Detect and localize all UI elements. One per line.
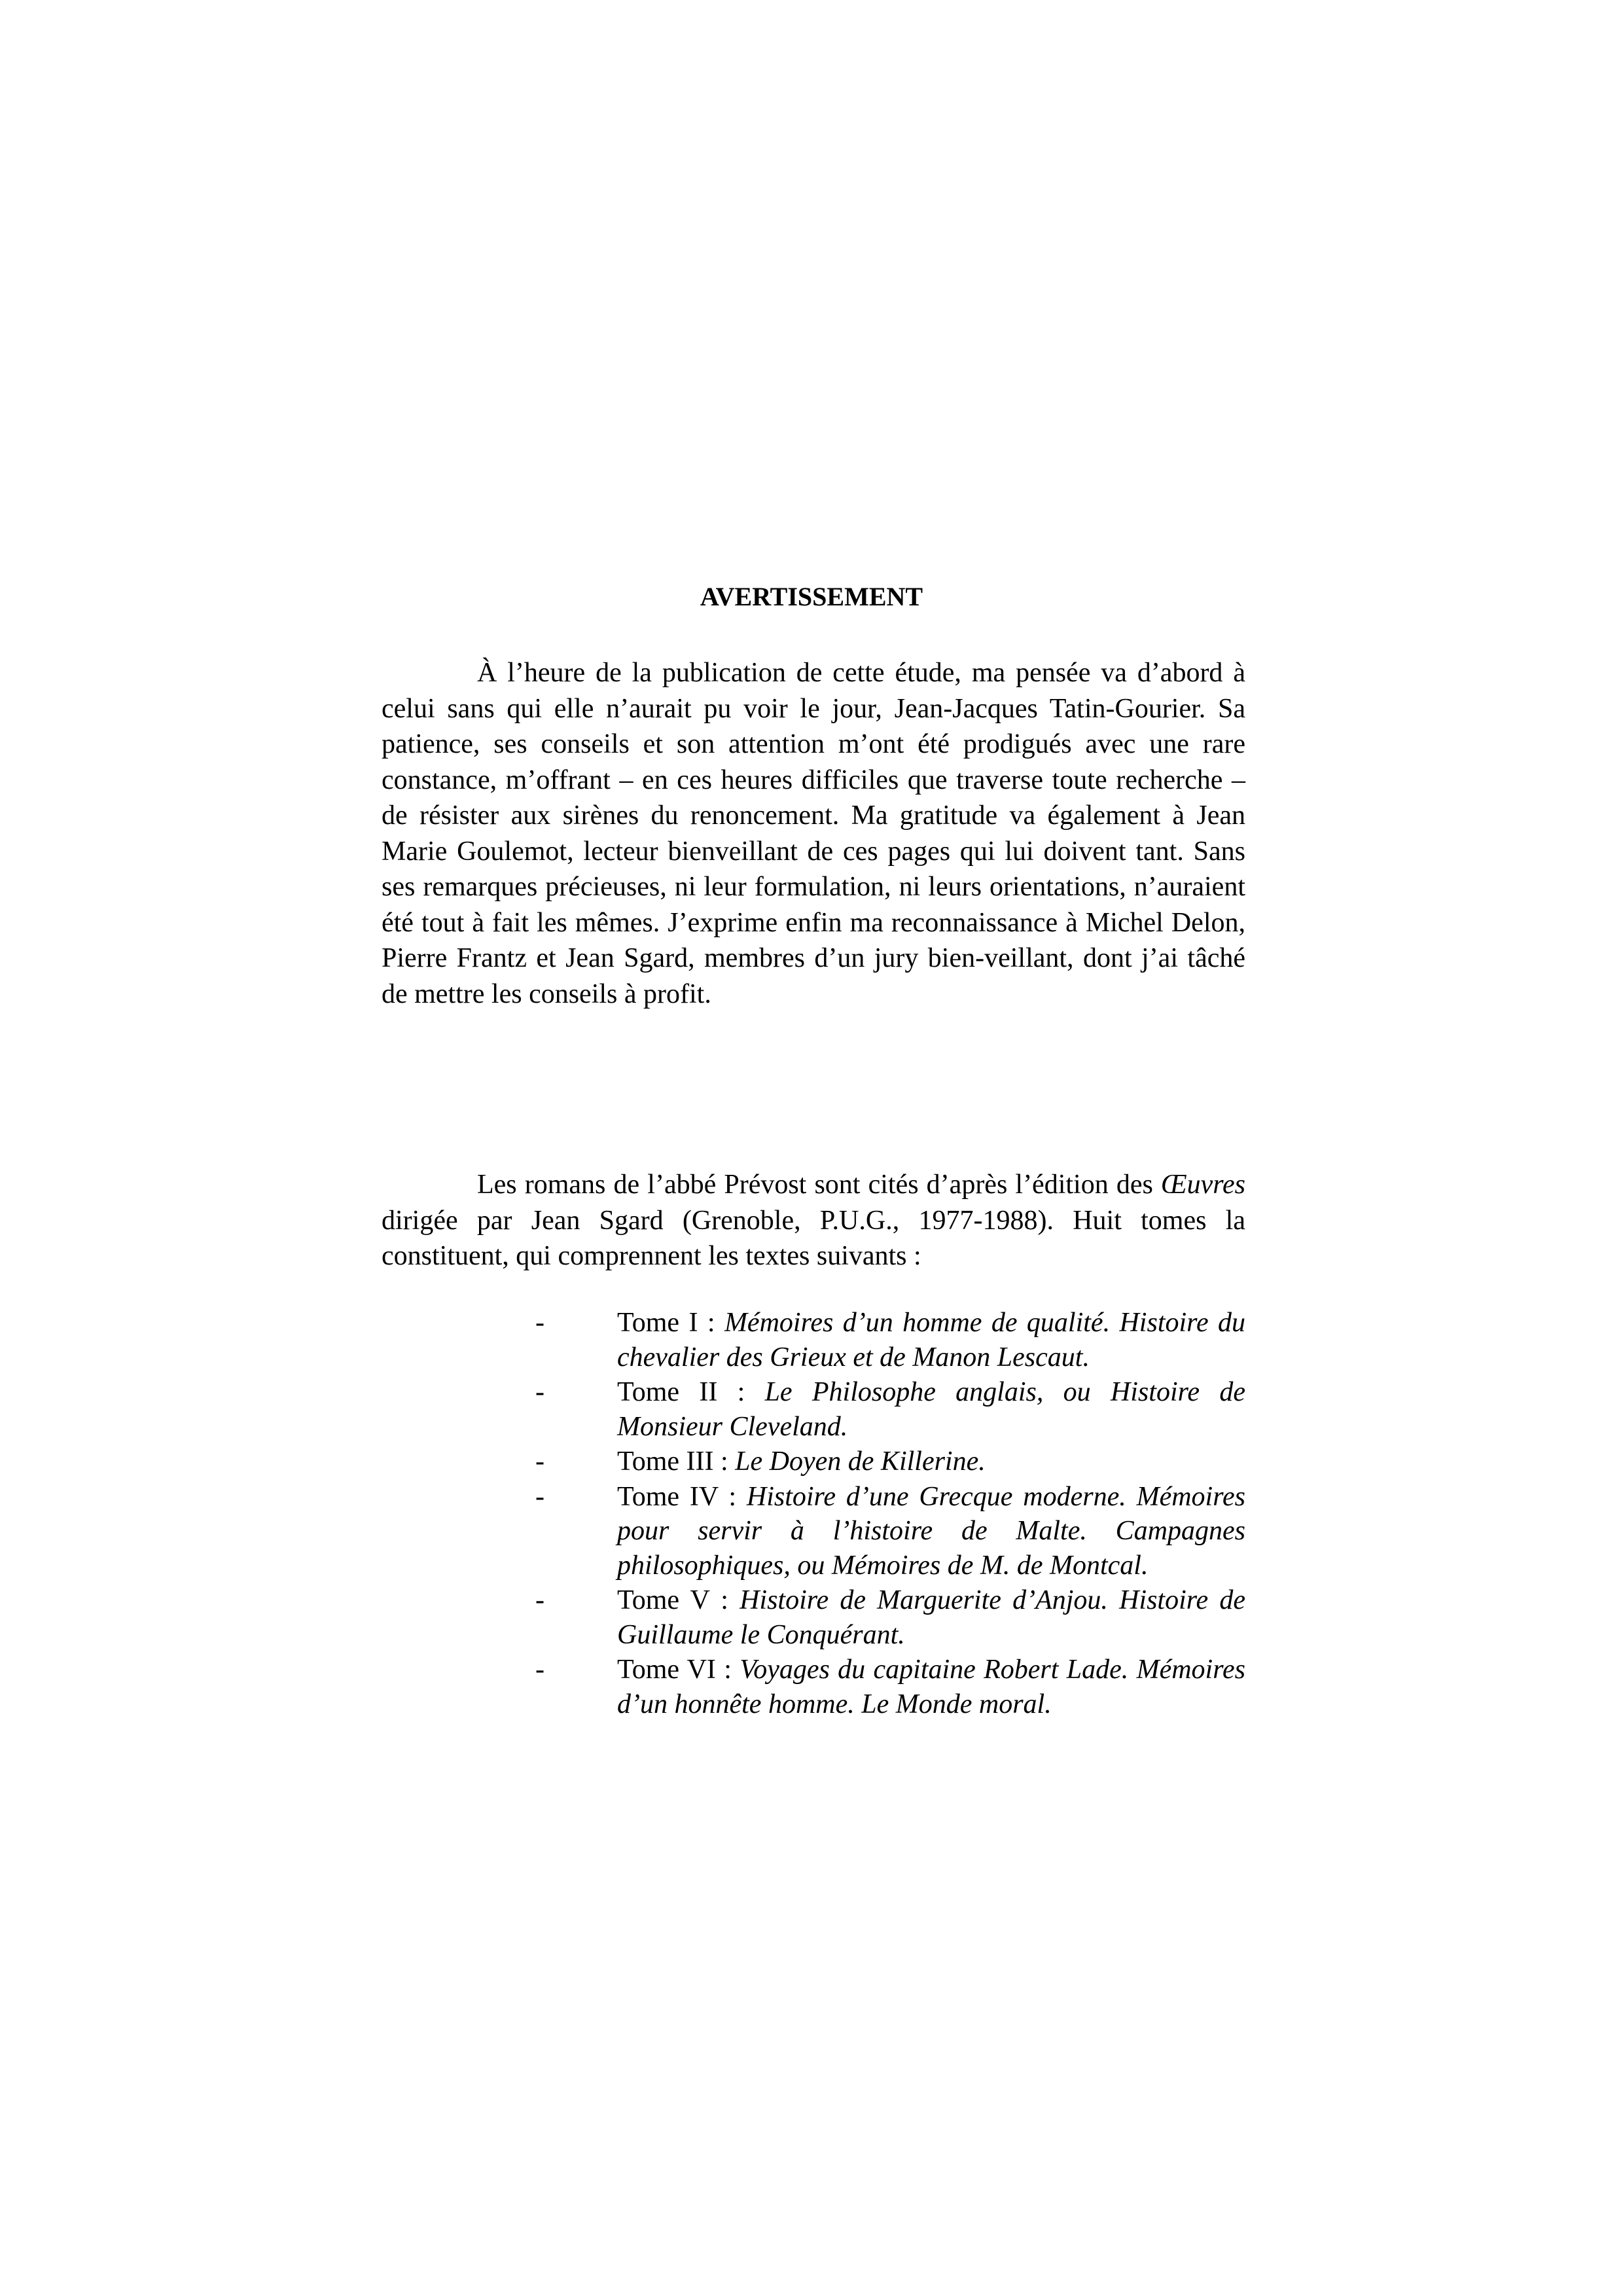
page-title: AVERTISSEMENT (700, 582, 923, 611)
tome-item-4 (535, 1480, 1245, 1583)
tome-entry (617, 1653, 1245, 1721)
tome-item-6 (535, 1653, 1245, 1721)
tome-titles: Histoire d’une Grecque moderne. Mémoires pour servir à l’histoire de Malte. Campagnes philosophiques, ou Mémoires de M. de Montcal. (617, 1481, 1245, 1581)
tome-entry (617, 1480, 1245, 1583)
edition-note-text-before: Les romans de l’abbé Prévost sont cités d’après l’édition des (477, 1170, 1161, 1200)
acknowledgements-section (382, 655, 1245, 1012)
list-dash: - (535, 1481, 544, 1512)
tome-titles: Mémoires d’un homme de qualité. Histoire du chevalier des Grieux et de Manon Lescaut. (617, 1308, 1245, 1372)
tome-label: Tome V : (617, 1585, 740, 1615)
tome-label: Tome III : (617, 1446, 736, 1477)
acknowledgements-paragraph: À l’heure de la publication de cette étude, ma pensée va d’abord à celui sans qui elle n’aurait pu voir le jour, Jean-Jacques Tatin-Gourier. Sa patience, ses conseils et son attention m’ont été prodigués avec une rare constance, m’offrant – en ces heures difficiles que traverse toute recherche – de résister aux sirènes du renoncement. Ma gratitude va également à Jean Marie Goulemot, lecteur bienveillant de ces pages qui lui doivent tant. Sans ses remarques précieuses, ni leur formulation, ni leurs orientations, n’auraient été tout à fait les mêmes. J’exprime enfin ma reconnaissance à Michel Delon, Pierre Frantz et Jean Sgard, membres d’un jury bien-veillant, dont j’ai tâché de mettre les conseils à profit. (382, 658, 1245, 1009)
edition-note-section (382, 1167, 1245, 1274)
tome-titles: Le Doyen de Killerine. (735, 1446, 986, 1477)
tome-label: Tome IV : (617, 1481, 747, 1512)
tome-item-5 (535, 1583, 1245, 1652)
tome-item-2 (535, 1375, 1245, 1444)
list-dash: - (535, 1377, 544, 1407)
list-dash: - (535, 1308, 544, 1338)
edition-note-text-after: dirigée par Jean Sgard (Grenoble, P.U.G., 1977-1988). Huit tomes la constituent, qui comprennent les textes suivants : (382, 1205, 1245, 1271)
list-dash: - (535, 1585, 544, 1615)
tome-titles: Histoire de Marguerite d’Anjou. Histoire de Guillaume le Conquérant. (617, 1585, 1246, 1650)
edition-note-work-title: Œuvres (1160, 1170, 1245, 1200)
tome-list (535, 1306, 1245, 1722)
list-dash: - (535, 1446, 544, 1477)
tome-label: Tome II : (617, 1377, 765, 1407)
tome-entry (617, 1306, 1245, 1374)
tome-titles: Le Philosophe anglais, ou Histoire de Monsieur Cleveland. (617, 1377, 1245, 1442)
tome-item-1 (535, 1306, 1245, 1374)
edition-note-paragraph (382, 1167, 1245, 1274)
tome-entry (617, 1583, 1245, 1652)
tome-entry (617, 1375, 1245, 1444)
list-dash: - (535, 1655, 544, 1685)
tome-item-3 (535, 1444, 1245, 1479)
tome-label: Tome VI : (617, 1655, 740, 1685)
tome-label: Tome I : (617, 1308, 724, 1338)
tome-entry (617, 1444, 1245, 1479)
tome-titles: Voyages du capitaine Robert Lade. Mémoires d’un honnête homme. Le Monde moral. (617, 1655, 1245, 1719)
